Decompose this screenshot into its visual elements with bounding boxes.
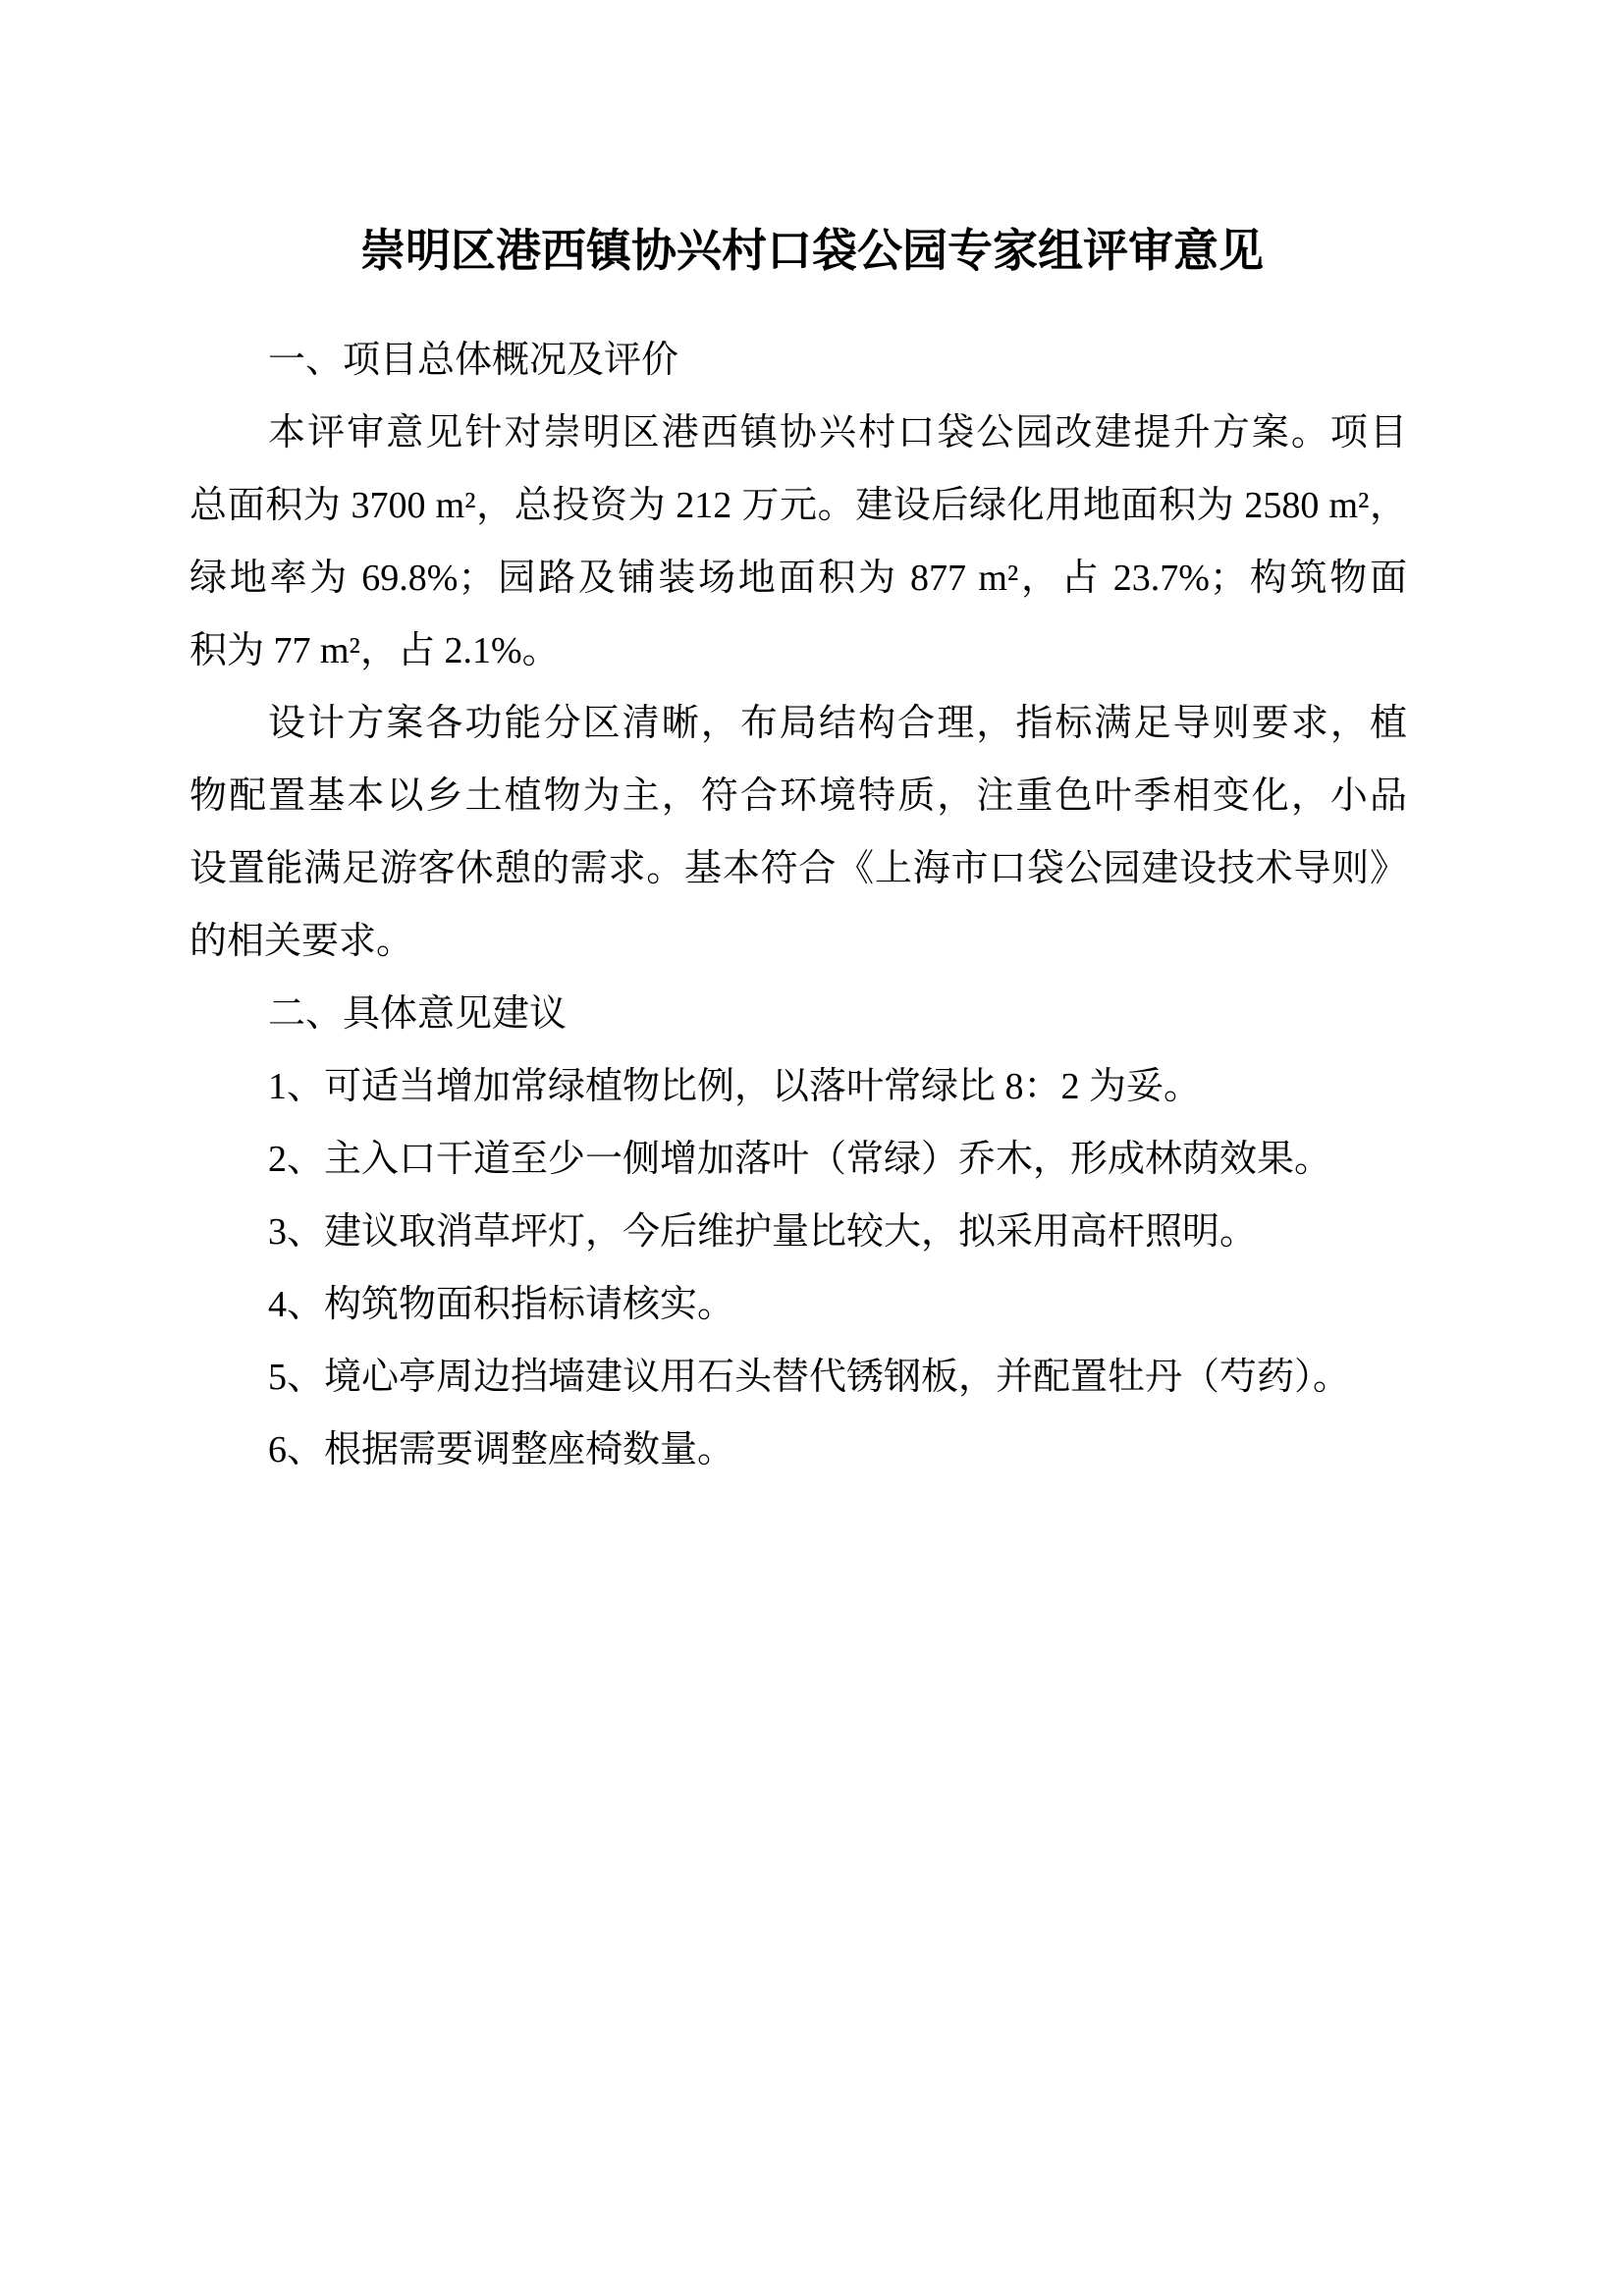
document-title: 崇明区港西镇协兴村口袋公园专家组评审意见 <box>360 225 1264 276</box>
suggestion-3: 3、建议取消草坪灯，今后维护量比较大，拟采用高杆照明。 <box>268 1211 1258 1253</box>
para-1-line-4: 积为 77 m²，占 2.1%。 <box>189 630 560 671</box>
para-2-line-1: 设计方案各功能分区清晰，布局结构合理，指标满足导则要求，植 <box>268 703 1407 744</box>
suggestion-6: 6、根据需要调整座椅数量。 <box>268 1429 735 1470</box>
suggestion-2: 2、主入口干道至少一侧增加落叶（常绿）乔木，形成林荫效果。 <box>268 1139 1332 1180</box>
section-1-heading: 一、项目总体概况及评价 <box>268 340 679 381</box>
para-2-line-2: 物配置基本以乡土植物为主，符合环境特质，注重色叶季相变化，小品 <box>189 775 1407 817</box>
suggestion-1: 1、可适当增加常绿植物比例，以落叶常绿比 8：2 为妥。 <box>268 1066 1202 1107</box>
document-body <box>189 324 1407 1486</box>
para-1-line-2: 总面积为 3700 m²，总投资为 212 万元。建设后绿化用地面积为 2580 m²， <box>189 485 1407 526</box>
section-2-heading: 二、具体意见建议 <box>268 993 568 1035</box>
suggestion-5: 5、境心亭周边挡墙建议用石头替代锈钢板，并配置牡丹（芍药）。 <box>268 1357 1351 1398</box>
para-2-line-3: 设置能满足游客休憩的需求。基本符合《上海市口袋公园建设技术导则》 <box>189 848 1407 889</box>
suggestion-4: 4、构筑物面积指标请核实。 <box>268 1284 735 1325</box>
para-2-line-4: 的相关要求。 <box>189 921 414 962</box>
para-1-line-3: 绿地率为 69.8%；园路及铺装场地面积为 877 m²，占 23.7%；构筑物面 <box>189 558 1407 599</box>
para-1-line-1: 本评审意见针对崇明区港西镇协兴村口袋公园改建提升方案。项目 <box>268 412 1407 454</box>
